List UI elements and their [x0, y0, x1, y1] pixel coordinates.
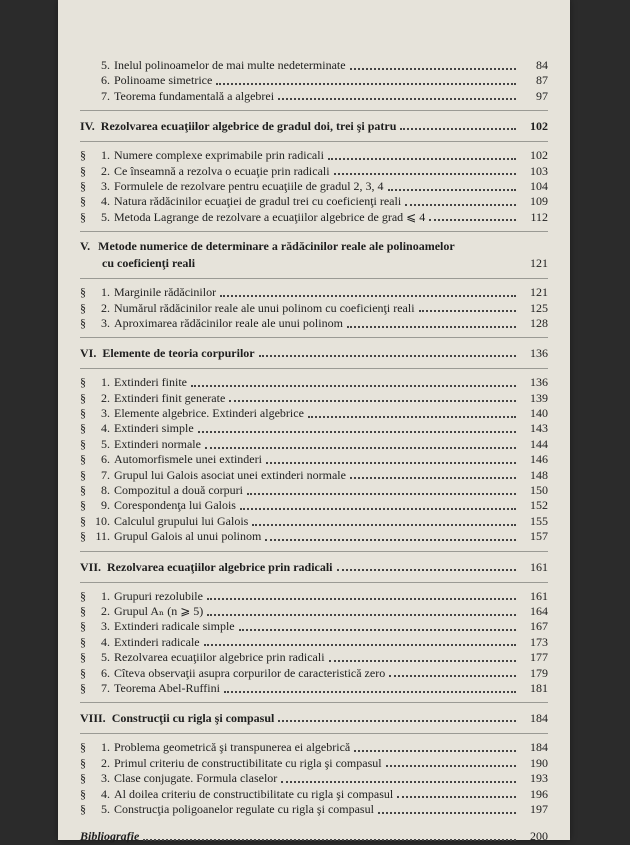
page-number: 143 — [530, 421, 548, 436]
page-number: 139 — [530, 390, 548, 405]
section-symbol: § — [80, 483, 86, 498]
page-number: 177 — [530, 650, 548, 665]
leader-dots — [354, 750, 516, 752]
chapter-numeral: VIII. — [80, 711, 106, 726]
section-symbol: § — [80, 650, 86, 665]
entry-title: Natura rădăcinilor ecuaţiei de gradul trei cu coeficienţi reali — [114, 194, 402, 209]
leader-dots — [205, 447, 516, 449]
leader-dots — [347, 326, 516, 328]
entry-title: Numărul rădăcinilor reale ale unui polinom cu coeficienţi reali — [114, 300, 415, 315]
entry-title: Extinderi finit generate — [114, 390, 226, 405]
toc-entry — [80, 650, 548, 665]
entry-title: Al doilea criteriu de constructibilitate cu rigla şi compasul — [114, 786, 394, 801]
leader-dots — [405, 204, 516, 206]
toc-entry — [80, 375, 548, 390]
toc-entry — [80, 787, 548, 802]
chapter-title: Rezolvarea ecuaţiilor algebrice de gradul doi, trei şi patru — [100, 119, 397, 134]
page-number: 103 — [530, 163, 548, 178]
toc-entry — [80, 421, 548, 436]
section-symbol: § — [80, 375, 86, 390]
toc-entry — [80, 179, 548, 194]
toc-entry — [80, 756, 548, 771]
toc-entry — [80, 468, 548, 483]
entry-number: 3. — [101, 619, 110, 634]
toc-entry — [80, 194, 548, 209]
entry-title: Rezolvarea ecuaţiilor algebrice prin radicali — [114, 650, 325, 665]
page-number: 140 — [530, 406, 548, 421]
chapter-title-continued: cu coeficienţi reali — [102, 256, 196, 271]
intro-items — [80, 58, 548, 104]
entry-number: 8. — [101, 483, 110, 498]
toc-entry — [80, 740, 548, 755]
entry-title: Grupul Galois al unui polinom — [114, 529, 262, 544]
chapter-numeral: V. — [80, 239, 91, 254]
section-symbol: § — [80, 634, 86, 649]
toc-entry — [80, 666, 548, 681]
leader-dots — [378, 812, 516, 814]
leader-dots — [265, 539, 516, 541]
toc-entry — [80, 437, 548, 452]
section-symbol: § — [80, 421, 86, 436]
table-of-contents — [80, 58, 548, 845]
toc-entry — [80, 802, 548, 817]
entry-title: Grupul Aₙ (n ⩾ 5) — [114, 603, 204, 618]
chapter-sections — [80, 285, 548, 331]
section-symbol: § — [80, 390, 86, 405]
section-symbol: § — [80, 619, 86, 634]
section-symbol: § — [80, 771, 86, 786]
section-symbol: § — [80, 209, 86, 224]
leader-dots — [329, 660, 516, 662]
leader-dots — [207, 614, 516, 616]
entry-number: 1. — [101, 375, 110, 390]
entry-title: Metoda Lagrange de rezolvare a ecuaţiilor algebrice de grad ⩽ 4 — [114, 209, 426, 224]
chapter-numeral: IV. — [80, 119, 95, 134]
leader-dots — [334, 173, 516, 175]
entry-title: Cîteva observaţii asupra corpurilor de caracteristică zero — [114, 665, 386, 680]
section-symbol: § — [80, 467, 86, 482]
leader-dots — [252, 524, 516, 526]
leader-dots — [247, 493, 516, 495]
chapter-sections — [80, 740, 548, 817]
entry-number: 2. — [101, 163, 110, 178]
page-number: 190 — [530, 755, 548, 770]
section-symbol: § — [80, 588, 86, 603]
entry-title: Extinderi finite — [114, 375, 187, 390]
toc-entry — [80, 604, 548, 619]
toc-entry — [80, 619, 548, 634]
page-number: 104 — [530, 178, 548, 193]
entry-title: Extinderi radicale simple — [114, 619, 235, 634]
entry-number: 1. — [101, 740, 110, 755]
section-symbol: § — [80, 513, 86, 528]
toc-entry — [80, 514, 548, 529]
toc-entry — [80, 316, 548, 331]
toc-entry — [80, 164, 548, 179]
page-number: 157 — [530, 529, 548, 544]
page-number: 152 — [530, 498, 548, 513]
page-number: 200 — [530, 829, 548, 844]
page-number: 84 — [536, 58, 548, 72]
chapter-heading — [80, 558, 548, 576]
toc-entry — [80, 148, 548, 163]
toc-entry — [80, 681, 548, 696]
section-symbol: § — [80, 436, 86, 451]
page-number: 102 — [530, 119, 548, 134]
toc-entry — [80, 58, 548, 73]
toc-entry — [80, 483, 548, 498]
entry-number: 6. — [101, 73, 110, 88]
entry-number: 4. — [101, 634, 110, 649]
entry-number: 1. — [101, 148, 110, 163]
entry-number: 7. — [101, 467, 110, 482]
page-number: 112 — [530, 209, 548, 224]
leader-dots — [207, 598, 516, 600]
entry-title: Teorema Abel-Ruffini — [114, 680, 220, 695]
toc-entry — [80, 73, 548, 88]
leader-dots — [386, 765, 516, 767]
leader-dots — [240, 508, 516, 510]
entry-number: 1. — [101, 588, 110, 603]
chapter-heading — [80, 117, 548, 135]
entry-number: 6. — [101, 452, 110, 467]
toc-entry — [80, 452, 548, 467]
toc-entry — [80, 529, 548, 544]
page-number: 121 — [530, 256, 548, 271]
chapter-sections — [80, 589, 548, 697]
entry-number: 2. — [101, 390, 110, 405]
toc-entry — [80, 301, 548, 316]
leader-dots — [220, 295, 516, 297]
page-number: 184 — [530, 740, 548, 755]
chapter-title: Rezolvarea ecuaţiilor algebrice prin radicali — [107, 559, 333, 574]
section-symbol: § — [80, 498, 86, 513]
entry-title: Polinoame simetrice — [114, 73, 213, 88]
page-number: 197 — [530, 801, 548, 816]
entry-title: Compozitul a două corpuri — [114, 483, 243, 498]
toc-entry — [80, 89, 548, 104]
page-number: 155 — [530, 513, 548, 528]
page-number: 184 — [530, 711, 548, 726]
toc-entry — [80, 391, 548, 406]
section-symbol: § — [80, 603, 86, 618]
page-number: 181 — [530, 680, 548, 695]
bibliography-entry — [80, 829, 548, 844]
leader-dots — [350, 477, 516, 479]
entry-number: 11. — [95, 529, 110, 544]
leader-dots — [259, 355, 516, 357]
entry-title: Extinderi normale — [114, 436, 201, 451]
chapter-sections — [80, 148, 548, 225]
page-number: 121 — [530, 285, 548, 300]
leader-dots — [337, 569, 516, 571]
entry-title: Teorema fundamentală a algebrei — [114, 88, 275, 103]
page-number: 196 — [530, 786, 548, 801]
section-symbol: § — [80, 755, 86, 770]
chapter-title: Elemente de teoria corpurilor — [102, 346, 255, 361]
leader-dots — [281, 781, 516, 783]
entry-title: Grupul lui Galois asociat unei extinderi normale — [114, 467, 346, 482]
leader-dots — [229, 400, 516, 402]
entry-number: 3. — [101, 178, 110, 193]
section-symbol: § — [80, 194, 86, 209]
page-number: 161 — [530, 588, 548, 603]
section-symbol: § — [80, 680, 86, 695]
entry-number: 5. — [101, 209, 110, 224]
section-symbol: § — [80, 665, 86, 680]
entry-title: Ce înseamnă a rezolva o ecuaţie prin radicali — [114, 163, 330, 178]
entry-number: 10. — [95, 513, 110, 528]
toc-entry — [80, 406, 548, 421]
section-symbol: § — [80, 529, 86, 544]
entry-number: 9. — [101, 498, 110, 513]
leader-dots — [204, 644, 516, 646]
page-number: 193 — [530, 771, 548, 786]
entry-number: 2. — [101, 300, 110, 315]
entry-number: 3. — [101, 771, 110, 786]
leader-dots — [397, 796, 516, 798]
entry-number: 4. — [101, 194, 110, 209]
page-number: 125 — [530, 300, 548, 315]
entry-title: Grupuri rezolubile — [114, 588, 203, 603]
chapter-title: Metode numerice de determinare a rădăcinilor reale ale polinoamelor — [98, 239, 455, 254]
leader-dots — [216, 83, 516, 85]
leader-dots — [328, 158, 516, 160]
page-number: 102 — [530, 148, 548, 163]
leader-dots — [350, 68, 516, 70]
chapter-heading — [80, 709, 548, 727]
book-page — [58, 0, 570, 844]
page-number: 128 — [530, 315, 548, 330]
section-symbol: § — [80, 163, 86, 178]
entry-title: Calculul grupului lui Galois — [114, 513, 249, 528]
toc-entry — [80, 589, 548, 604]
entry-title: Problema geometrică şi transpunerea ei algebrică — [114, 740, 351, 755]
leader-dots — [419, 310, 516, 312]
page-number: 136 — [530, 375, 548, 390]
leader-dots — [400, 128, 516, 130]
entry-number: 7. — [101, 88, 110, 103]
entry-title: Aproximarea rădăcinilor reale ale unui polinom — [114, 315, 343, 330]
section-symbol: § — [80, 285, 86, 300]
chapter-heading — [80, 238, 548, 272]
leader-dots — [278, 720, 516, 722]
entry-number: 4. — [101, 786, 110, 801]
entry-title: Corespondenţa lui Galois — [114, 498, 236, 513]
chapter-title: Construcţii cu rigla şi compasul — [111, 711, 275, 726]
page-number: 146 — [530, 452, 548, 467]
section-symbol: § — [80, 178, 86, 193]
chapter-sections — [80, 375, 548, 544]
entry-number: 2. — [101, 755, 110, 770]
toc-entry — [80, 771, 548, 786]
entry-number: 5. — [101, 436, 110, 451]
leader-dots — [224, 691, 516, 693]
entry-number: 5. — [101, 58, 110, 72]
page-number: 161 — [530, 559, 548, 574]
entry-number: 2. — [101, 603, 110, 618]
page-number: 109 — [530, 194, 548, 209]
toc-entry — [80, 498, 548, 513]
section-symbol: § — [80, 300, 86, 315]
leader-dots — [308, 416, 516, 418]
leader-dots — [429, 219, 516, 221]
entry-number: 3. — [101, 315, 110, 330]
leader-dots — [198, 431, 516, 433]
entry-title: Formulele de rezolvare pentru ecuaţiile de gradul 2, 3, 4 — [114, 178, 384, 193]
chapter-heading — [80, 344, 548, 362]
bibliography-title: Bibliografie — [80, 829, 140, 844]
page-number: 173 — [530, 634, 548, 649]
page-number: 148 — [530, 467, 548, 482]
section-symbol: § — [80, 315, 86, 330]
page-number: 136 — [530, 346, 548, 361]
entry-number: 6. — [101, 665, 110, 680]
entry-title: Extinderi radicale — [114, 634, 200, 649]
page-number: 179 — [530, 665, 548, 680]
entry-number: 5. — [101, 801, 110, 816]
page-number: 150 — [530, 483, 548, 498]
page-number: 144 — [530, 436, 548, 451]
entry-title: Elemente algebrice. Extinderi algebrice — [114, 406, 304, 421]
page-number: 87 — [536, 73, 548, 88]
toc-entry — [80, 635, 548, 650]
section-symbol: § — [80, 148, 86, 163]
page-number: 164 — [530, 603, 548, 618]
entry-title: Primul criteriu de constructibilitate cu rigla şi compasul — [114, 755, 382, 770]
leader-dots — [278, 98, 516, 100]
toc-entry — [80, 210, 548, 225]
page-number: 97 — [536, 88, 548, 103]
toc-entry — [80, 285, 548, 300]
chapter-numeral: VI. — [80, 346, 97, 361]
entry-title: Inelul polinoamelor de mai multe nedeterminate — [114, 58, 346, 72]
leader-dots — [239, 629, 516, 631]
page-number: 167 — [530, 619, 548, 634]
leader-dots — [191, 385, 516, 387]
section-symbol: § — [80, 786, 86, 801]
section-symbol: § — [80, 452, 86, 467]
entry-title: Marginile rădăcinilor — [114, 285, 217, 300]
entry-title: Extinderi simple — [114, 421, 194, 436]
entry-number: 3. — [101, 406, 110, 421]
entry-number: 5. — [101, 650, 110, 665]
section-symbol: § — [80, 406, 86, 421]
section-symbol: § — [80, 740, 86, 755]
entry-title: Numere complexe exprimabile prin radicali — [114, 148, 324, 163]
entry-title: Automorfismele unei extinderi — [114, 452, 262, 467]
entry-number: 1. — [101, 285, 110, 300]
leader-dots — [389, 675, 516, 677]
entry-title: Clase conjugate. Formula claselor — [114, 771, 278, 786]
section-symbol: § — [80, 801, 86, 816]
entry-number: 7. — [101, 680, 110, 695]
leader-dots — [266, 462, 516, 464]
chapter-numeral: VII. — [80, 559, 102, 574]
entry-title: Construcţia poligoanelor regulate cu rigla şi compasul — [114, 801, 374, 816]
entry-number: 4. — [101, 421, 110, 436]
leader-dots — [388, 189, 516, 191]
